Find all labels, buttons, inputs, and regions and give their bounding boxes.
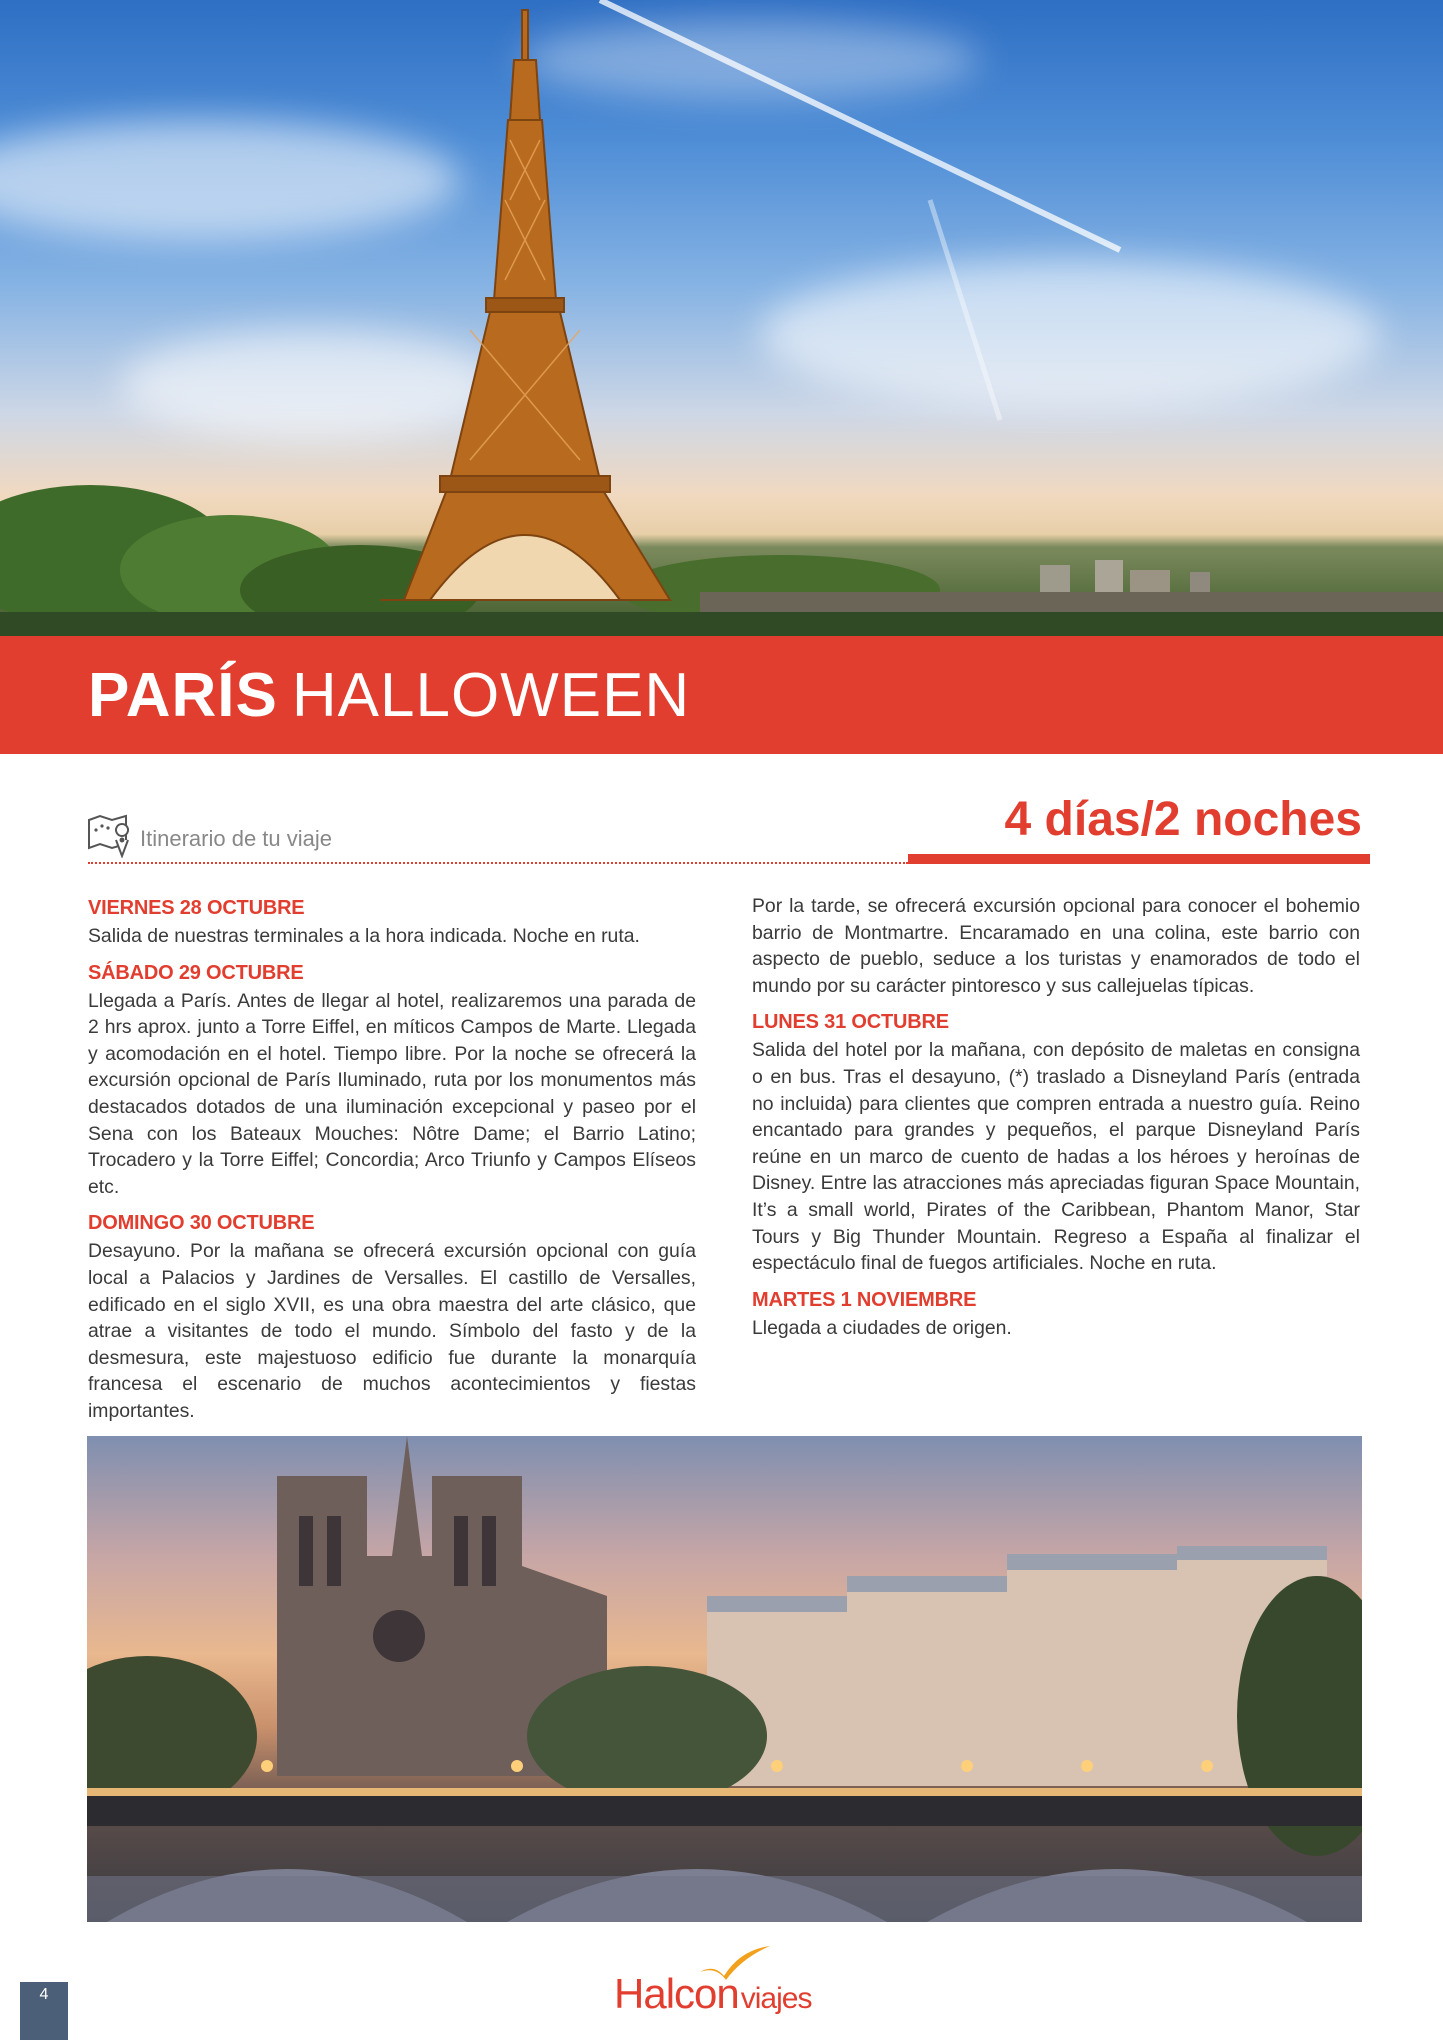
day-heading: VIERNES 28 OCTUBRE bbox=[88, 897, 305, 919]
day-text: Por la tarde, se ofrecerá excursión opcional para conocer el bohemio barrio de Montmartre. Encaramado en una colina, este barrio con aspecto de pueblo, seduce a los turistas y enamorados de todo el mundo por su carácter pintoresco y sus callejuelas típicas. bbox=[752, 895, 1360, 997]
day-text: Salida del hotel por la mañana, con depósito de maletas en consigna o en bus. Tras el desayuno, (*) traslado a Disneyland París (entrada no incluida) para clientes que compren entrada a nuestro guía. Reino encantado para grandes y pequeños, el parque Disneyland París reúne en un marco de cuento de hadas a los héroes y heroínas de Disney. Entre las atracciones más apreciadas figuran Space Mountain, It’s a small world, Pirates of the Caribbean, Phantom Manor, Star Tours y Big Thunder Mountain. Regreso a España al finalizar el espectáculo final de fuegos artificiales. Noche en ruta. bbox=[752, 1039, 1360, 1275]
title-banner bbox=[0, 636, 1443, 754]
hero-image-eiffel-tower bbox=[0, 0, 1443, 636]
dotted-divider bbox=[88, 862, 908, 864]
day-text: Desayuno. Por la mañana se ofrecerá excursión opcional con guía local a Palacios y Jardines de Versalles. El castillo de Versalles, edificado en el siglo XVII, es una obra maestra del arte clásico, que atrae a visitantes de todo el mundo. Símbolo del fasto y de la desmesura, este majestuoso edificio fue durante la monarquía francesa el escenario de muchos acontecimientos y fiestas importantes. bbox=[88, 1240, 696, 1422]
logo-main: Halcon bbox=[614, 1970, 739, 2017]
itinerary-label: Itinerario de tu viaje bbox=[140, 826, 332, 851]
title-light: HALLOWEEN bbox=[291, 661, 691, 730]
logo-sub: viajes bbox=[740, 1982, 812, 2015]
duration-underline bbox=[908, 854, 1370, 864]
itinerary-column-left bbox=[88, 893, 696, 1433]
page-title bbox=[88, 660, 690, 731]
day-heading: DOMINGO 30 OCTUBRE bbox=[88, 1212, 315, 1235]
day-text: Llegada a París. Antes de llegar al hotel, realizaremos una parada de 2 hrs aprox. junto a Torre Eiffel, en míticos Campos de Marte. Llegada y acomodación en el hotel. Tiempo libre. Por la noche se ofrecerá la excursión opcional de París Iluminado, ruta por los monumentos más destacados dotados de una iluminación excepcional y paseo por el Sena con los Bateaux Mouches: Nôtre Dame; el Barrio Latino; Trocadero y la Torre Eiffel; Concordia; Arco Triunfo y Campos Elíseos etc. bbox=[88, 989, 696, 1198]
day-heading: LUNES 31 OCTUBRE bbox=[752, 1011, 949, 1034]
trip-duration: 4 días/2 noches bbox=[1004, 793, 1362, 846]
day-heading: MARTES 1 NOVIEMBRE bbox=[752, 1288, 977, 1311]
page-number: 4 bbox=[20, 1982, 68, 2040]
halcon-viajes-logo bbox=[614, 1944, 854, 2024]
day-text: Salida de nuestras terminales a la hora indicada. Noche en ruta. bbox=[88, 925, 640, 947]
photo-notre-dame bbox=[87, 1436, 1362, 1922]
day-heading: SÁBADO 29 OCTUBRE bbox=[88, 961, 304, 984]
day-text: Llegada a ciudades de origen. bbox=[752, 1316, 1012, 1339]
map-pin-icon bbox=[86, 810, 134, 858]
itinerary-column-right bbox=[752, 893, 1360, 1349]
title-bold: PARÍS bbox=[88, 661, 278, 730]
logo-text bbox=[614, 1970, 811, 2018]
